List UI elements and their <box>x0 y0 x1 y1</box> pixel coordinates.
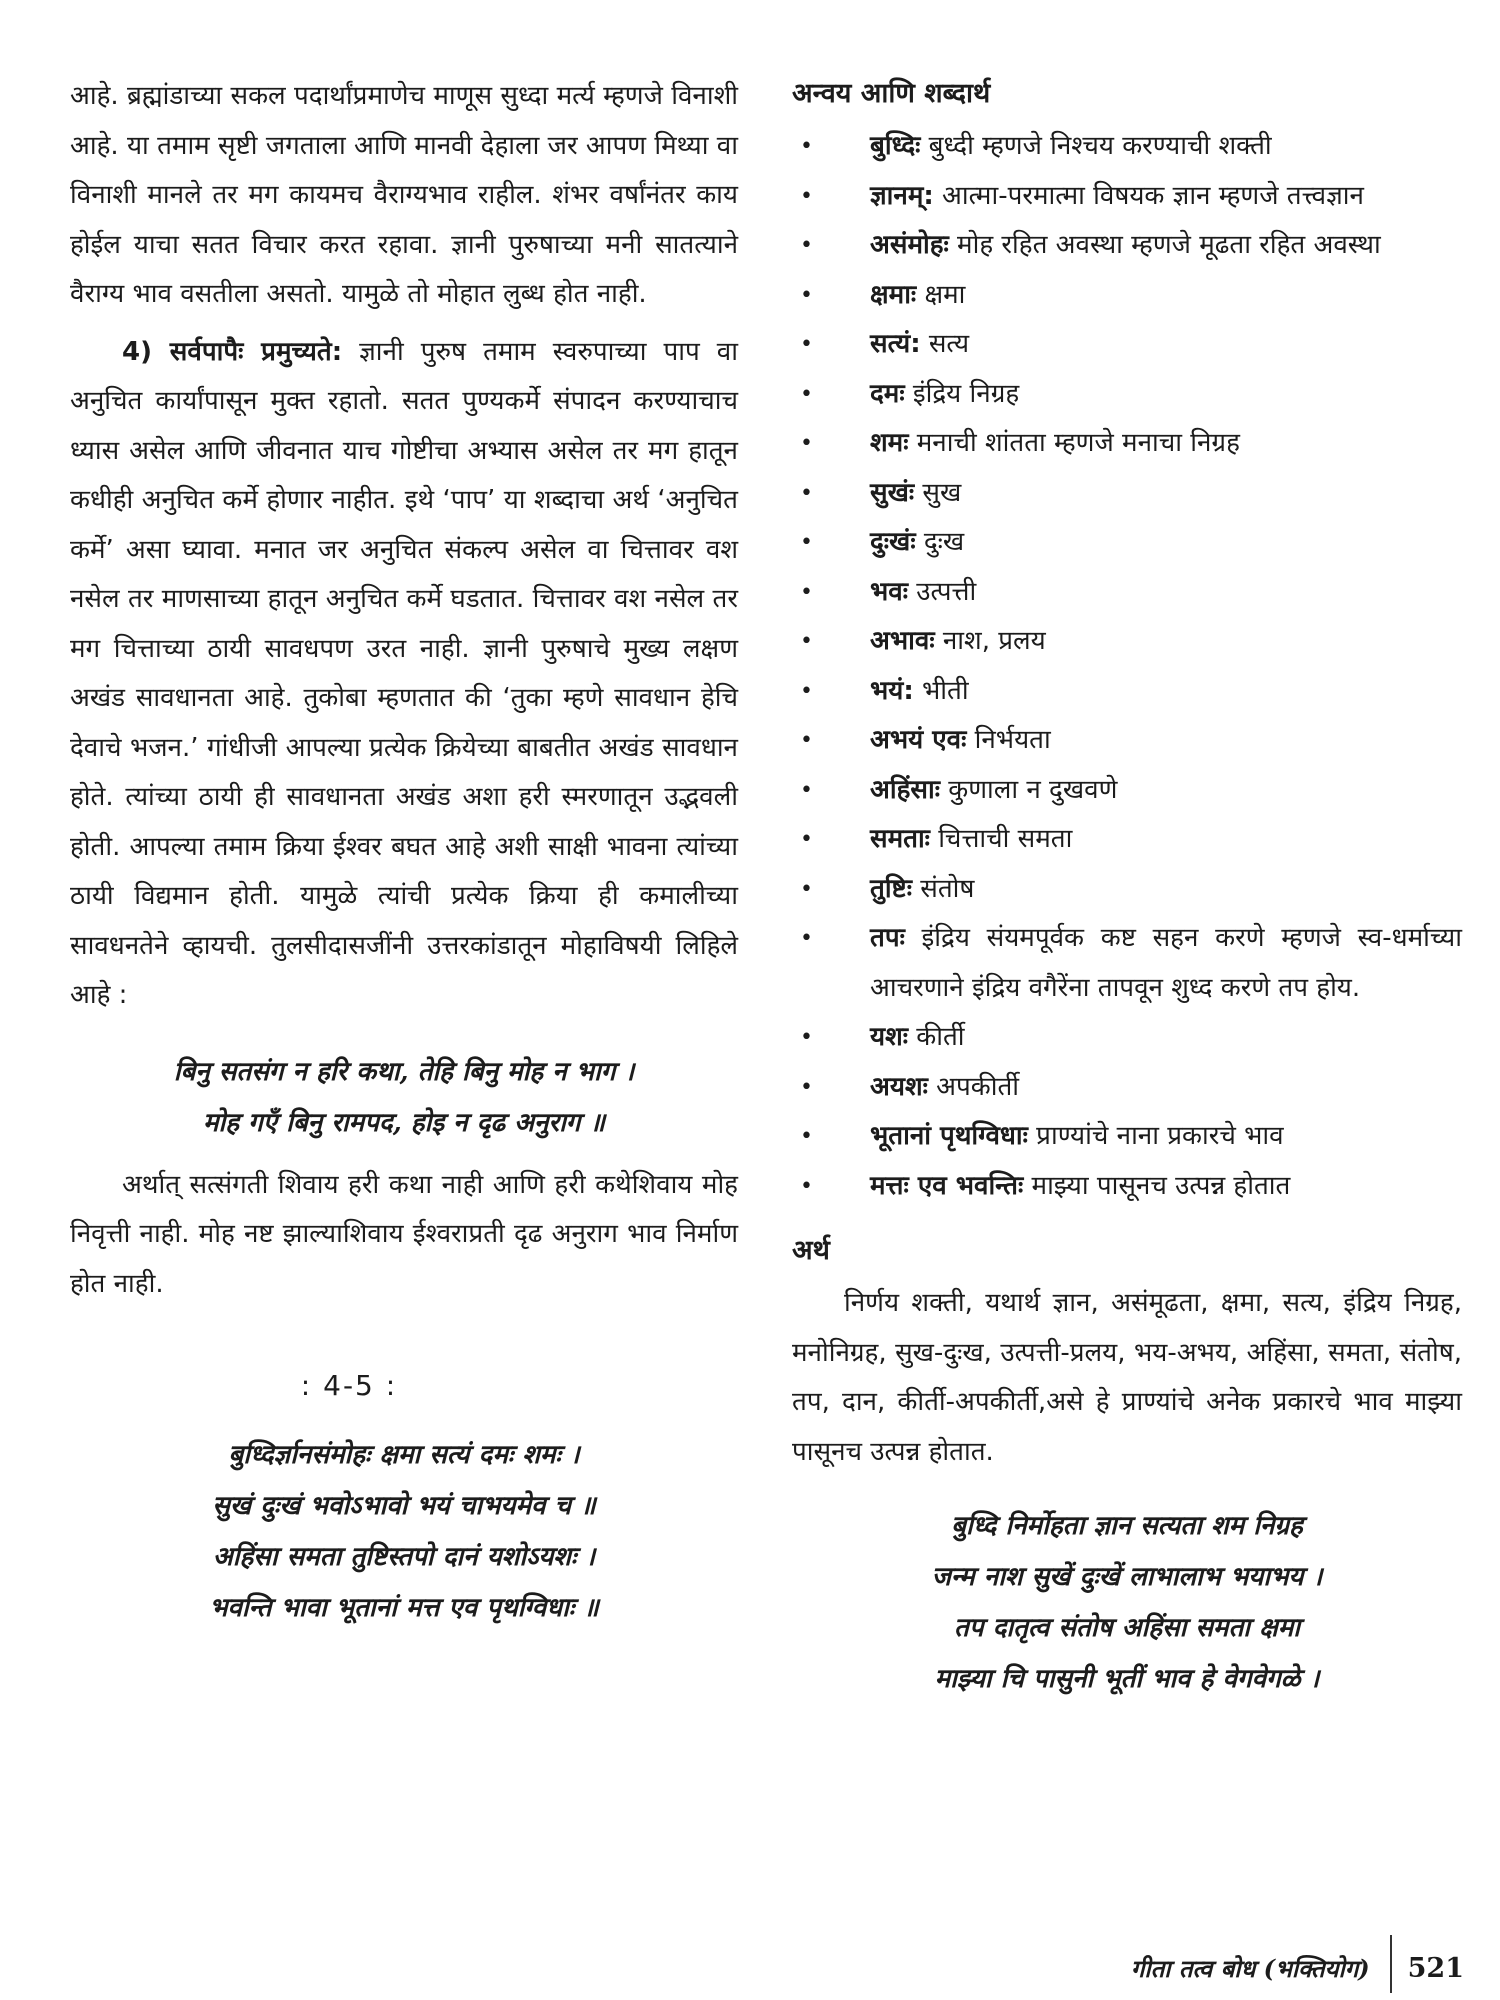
bullet-icon: • <box>800 876 813 902</box>
term-word: शमः <box>870 428 909 458</box>
term-item <box>792 914 1462 1013</box>
bullet-icon: • <box>800 332 813 357</box>
term-meaning: चित्ताची समता <box>929 824 1073 854</box>
term-item <box>792 766 1462 816</box>
bullet-icon: • <box>800 1074 813 1100</box>
bullet-icon: • <box>800 629 813 654</box>
term-item <box>792 122 1462 172</box>
verse-number: : 4-5 : <box>300 1369 398 1402</box>
bullet-icon: • <box>800 1124 813 1149</box>
bullet-icon: • <box>800 678 813 704</box>
term-meaning: प्राण्यांचे नाना प्रकारचे भाव <box>1027 1121 1284 1151</box>
term-meaning: इंद्रिय संयमपूर्वक कष्ट सहन करणे म्हणजे स्व-धर्माच्या आचरणाने इंद्रिय वगैरेंना तापवून शुध्द करणे तप होय. <box>870 923 1462 1003</box>
verse-line: मोह गएँ बिनु रामपद, होइ न दृढ अनुराग ॥ <box>202 1107 606 1138</box>
term-item <box>792 617 1462 667</box>
verse-line: सुखं दुःखं भवोऽभावो भयं चाभयमेव च ॥ <box>212 1491 596 1521</box>
term-item <box>792 370 1462 420</box>
term-meaning: क्षमा <box>916 279 966 310</box>
term-meaning: आत्मा-परमात्मा विषयक ज्ञान म्हणजे तत्त्वज्ञान <box>933 180 1364 211</box>
term-item <box>792 320 1462 370</box>
term-item <box>792 172 1462 222</box>
term-word: ज्ञानम्: <box>870 180 934 211</box>
verse-line: माझ्या चि पासुनी भूतीं भाव हे वेगवेगळे । <box>934 1664 1320 1694</box>
bullet-icon: • <box>800 134 813 159</box>
term-item <box>792 815 1462 865</box>
paragraph-1: आहे. ब्रह्मांडाच्या सकल पदार्थांप्रमाणेच माणूस सुध्दा मर्त्य म्हणजे विनाशी आहे. या तमाम सृष्टी जगताला आणि मानवी देहाला जर आपण मिथ्या वा विनाशी मानले तर मग कायमच वैराग्यभाव राहील. शंभर वर्षांनंतर काय होईल याचा सतत विचार करत रहावा. ज्ञानी पुरुषाच्या मनी सातत्याने वैराग्य भाव वसतीला असतो. यामुळे तो मोहात लुब्ध होत नाही. <box>70 81 738 309</box>
bullet-icon: • <box>800 381 813 407</box>
page-footer <box>1131 1943 1464 1993</box>
verse-line: बुध्दि निर्मोहता ज्ञान सत्यता शम निग्रह <box>951 1511 1303 1541</box>
term-item <box>792 518 1462 568</box>
term-meaning: अपकीर्ती <box>927 1071 1020 1102</box>
term-item <box>792 1162 1462 1212</box>
sanskrit-shloka <box>70 1430 738 1634</box>
term-meaning: संतोष <box>912 873 975 904</box>
term-word: सत्यं: <box>870 329 921 359</box>
term-meaning: मोह रहित अवस्था म्हणजे मूढता रहित अवस्था <box>948 230 1381 260</box>
term-word: समताः <box>870 824 930 854</box>
meaning-heading: अर्थ <box>792 1235 830 1266</box>
bullet-icon: • <box>800 827 813 852</box>
verse-line: जन्म नाश सुखें दुःखें लाभालाभ भयाभय । <box>931 1562 1323 1592</box>
term-meaning: भीती <box>913 675 969 706</box>
anvay-heading: अन्वय आणि शब्दार्थ <box>792 78 991 109</box>
term-meaning: बुध्दी म्हणजे निश्चय करण्याची शक्ती <box>920 131 1272 161</box>
bullet-icon: • <box>800 728 813 753</box>
bullet-icon: • <box>800 183 813 209</box>
term-word: दमः <box>870 378 905 409</box>
term-item <box>792 469 1462 519</box>
bullet-icon: • <box>800 431 813 456</box>
verse-line: भवन्ति भावा भूतानां मत्त एव पृथग्विधाः ॥ <box>209 1593 599 1623</box>
term-item <box>792 271 1462 321</box>
term-word: सुखंः <box>870 477 915 508</box>
bullet-icon: • <box>800 1025 813 1050</box>
term-meaning: सुख <box>914 477 962 508</box>
paragraph-3: अर्थात् सत्संगती शिवाय हरी कथा नाही आणि हरी कथेशिवाय मोह निवृत्ती नाही. मोह नष्ट झाल्याशिवाय ईश्वराप्रती दृढ अनुराग भाव निर्माण होत नाही. <box>70 1169 738 1299</box>
term-item <box>792 568 1462 618</box>
marathi-verse <box>792 1501 1462 1705</box>
meaning-paragraph: निर्णय शक्ती, यथार्थ ज्ञान, असंमूढता, क्षमा, सत्य, इंद्रिय निग्रह, मनोनिग्रह, सुख-दुःख, उत्पत्ती-प्रलय, भय-अभय, अहिंसा, समता, संतोष, तप, दान, कीर्ती-अपकीर्ती,असे हे प्राण्यांचे अनेक प्रकारचे भाव माझ्या पासूनच उत्पन्न होतात. <box>792 1288 1462 1467</box>
term-meaning: कीर्ती <box>908 1022 965 1052</box>
bullet-icon: • <box>800 579 813 605</box>
right-column <box>792 72 1462 1705</box>
term-word: असंमोहः <box>870 230 949 260</box>
term-item <box>792 1112 1462 1162</box>
term-word: अयशः <box>870 1071 928 1102</box>
verse-line: तप दातृत्व संतोष अहिंसा समता क्षमा <box>953 1613 1301 1643</box>
term-meaning: सत्य <box>920 329 970 359</box>
bullet-icon: • <box>800 777 813 803</box>
term-item <box>792 419 1462 469</box>
verse-line: बिनु सतसंग न हरि कथा, तेहि बिनु मोह न भाग । <box>173 1056 635 1087</box>
term-word: भयं: <box>870 675 914 706</box>
term-meaning: इंद्रिय निग्रह <box>904 378 1020 409</box>
term-item <box>792 865 1462 915</box>
term-word: दुःखंः <box>870 527 916 557</box>
tulsidas-couplet <box>70 1047 738 1149</box>
term-word: तुष्टिः <box>870 873 912 904</box>
term-meaning: उत्पत्ती <box>908 576 977 607</box>
term-meaning: माझ्या पासूनच उत्पन्न होतात <box>1023 1170 1291 1201</box>
bullet-icon: • <box>800 480 813 506</box>
bullet-icon: • <box>800 1173 813 1199</box>
paragraph-2-label: 4) सर्वपापैः प्रमुच्यते: <box>122 336 343 367</box>
verse-line: अहिंसा समता तुष्टिस्तपो दानं यशोऽयशः । <box>212 1542 596 1572</box>
book-title: गीता तत्व बोध (भक्तियोग) <box>1130 1953 1370 1983</box>
term-meaning: कुणाला न दुखवणे <box>939 774 1118 805</box>
bullet-icon: • <box>800 233 813 258</box>
term-word: अभावः <box>870 626 935 656</box>
term-meaning: निर्भयता <box>966 725 1051 755</box>
page-number: 521 <box>1407 1952 1464 1984</box>
term-item <box>792 1063 1462 1113</box>
term-meaning: मनाची शांतता म्हणजे मनाचा निग्रह <box>908 428 1240 458</box>
term-word: मत्तः एव भवन्तिः <box>870 1170 1024 1201</box>
verse-line: बुध्दिर्ज्ञानसंमोहः क्षमा सत्यं दमः शमः । <box>228 1440 580 1470</box>
paragraph-2-text: ज्ञानी पुरुष तमाम स्वरुपाच्या पाप वा अनुचित कार्यांपासून मुक्त रहातो. सतत पुण्यकर्मे संपादन करण्याचाच ध्यास असेल आणि जीवनात याच गोष्टीचा अभ्यास असेल तर मग हातून कधीही अनुचित कर्मे होणार नाहीत. इथे ‘पाप’ या शब्दाचा अर्थ ‘अनुचित कर्मे’ असा घ्यावा. मनात जर अनुचित संकल्प असेल वा चित्तावर वश नसेल तर माणसाच्या हातून अनुचित कर्मे घडतात. चित्तावर वश नसेल तर मग चित्ताच्या ठायी सावधपण उरत नाही. ज्ञानी पुरुषाचे मुख्य लक्षण अखंड सावधानता आहे. तुकोबा म्हणतात की ‘तुका म्हणे सावधान हेचि देवाचे भजन.’ गांधीजी आपल्या प्रत्येक क्रियेच्या बाबतीत अखंड सावधान होते. त्यांच्या ठायी ही सावधानता अखंड अशा हरी स्मरणातून उद्भवली होती. आपल्या तमाम क्रिया ईश्वर बघत आहे अशी साक्षी भावना त्यांच्या ठायी विद्यमान होती. यामुळे त्यांची प्रत्येक क्रिया ही कमालीच्या सावधनतेने व्हायची. तुलसीदासजींनी उत्तरकांडातून मोहाविषयी लिहिले आहे : <box>70 336 738 1010</box>
term-word: यशः <box>870 1022 909 1052</box>
paragraph-2 <box>70 328 738 1021</box>
term-word: अभयं एवः <box>870 725 967 755</box>
term-word: क्षमाः <box>870 279 917 310</box>
term-item <box>792 1013 1462 1063</box>
bullet-icon: • <box>800 282 813 308</box>
bullet-icon: • <box>800 530 813 555</box>
word-meaning-list <box>792 122 1462 1211</box>
term-meaning: नाश, प्रलय <box>934 626 1046 656</box>
term-word: बुध्दिः <box>870 131 921 161</box>
term-item <box>792 667 1462 717</box>
term-word: भूतानां पृथग्विधाः <box>870 1121 1028 1151</box>
term-item <box>792 716 1462 766</box>
term-item <box>792 221 1462 271</box>
bullet-icon: • <box>800 926 813 951</box>
left-column <box>70 72 738 1634</box>
term-meaning: दुःख <box>915 527 965 557</box>
term-word: भवः <box>870 576 908 607</box>
term-word: अहिंसाः <box>870 774 940 805</box>
term-word: तपः <box>870 923 905 953</box>
